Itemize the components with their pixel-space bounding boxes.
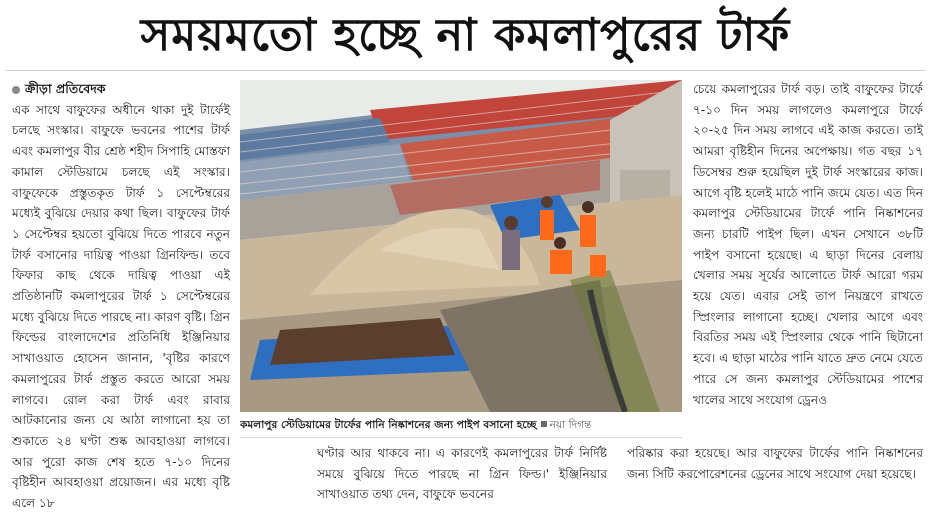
right-column-tail xyxy=(627,443,923,484)
square-bullet-icon xyxy=(541,421,547,427)
byline-text: ক্রীড়া প্রতিবেদক xyxy=(25,81,106,96)
right-column-text: চেয়ে কমলাপুরের টার্ফ বড়। তাই বাফুফের টার্ফে ৭-১০ দিন সময় লাগলেও কমলাপুরে টার্ফে ২০-২৫ দিন সময় লাগবে এই কাজ করতে। তাই আমরা বৃষ্টিহীন দিনের অপেক্ষায়। গত বছর ১৭ ডিসেম্বর শুরু হয়েছিল দুই টার্ফ সংস্কারের কাজ। আগে বৃষ্টি হলেই মাঠে পানি জমে যেত। এত দিন কমলাপুর স্টেডিয়ামের টার্ফে পানি নিষ্কাশনের জন্য চারটি পাইপ ছিল। এখন সেখানে ৩৮টি পাইপ বসানো হয়েছে। এ ছাড়া দিনের বেলায় খেলার সময় সূর্যের আলোতে টার্ফ আরো গরম হয়ে যেত। এবার সেই তাপ নিয়ন্ত্রণে রাখতে স্প্রিংলার লাগানো হচ্ছে। খেলার আগে এবং বিরতির সময় এই স্প্রিংলার থেকে পানি ছিটানো হবে। এ ছাড়া মাঠের পানি যাতে দ্রুত নেমে যেতে পারে সে জন্য কমলাপুর স্টেডিয়ামের পাশের খালের সাথে সংযোগ ড্রেনও xyxy=(693,82,923,407)
bullet-icon xyxy=(12,86,20,94)
byline xyxy=(12,79,230,100)
right-column-tail-text: পরিষ্কার করা হয়েছে। আর বাফুফের টার্ফের পানি নিষ্কাশনের জন্য সিটি করপোরেশনের ড্রেনের সাথে সংযোগ দেয়া হয়েছে। xyxy=(627,446,923,481)
caption-text: কমলাপুর স্টেডিয়ামের টার্ফের পানি নিষ্কাশনের জন্য পাইপ বসানো হচ্ছে xyxy=(240,419,537,431)
photo-caption xyxy=(240,416,682,434)
right-column xyxy=(693,79,923,410)
middle-left-column xyxy=(317,443,607,505)
stadium-photo-illustration xyxy=(240,80,682,412)
stadium-photo xyxy=(240,80,682,412)
photo-credit: নয়া দিগন্ত xyxy=(549,419,592,431)
headline-divider xyxy=(6,70,925,71)
left-column-text: এক সাথে বাফুফের অধীনে থাকা দুই টার্ফেই চলছে সংস্কার। বাফুফে ভবনের পাশের টার্ফ এবং কমলাপুর বীর শ্রেষ্ঠ শহীদ সিপাহি মোস্তফা কামাল স্টেডিয়ামে চলছে এই সংস্কার। বাফুফেকে প্রস্তুতকৃত টার্ফ ১ সেপ্টেম্বরের মধ্যেই বুঝিয়ে দেয়ার কথা ছিল। বাফুফের টার্ফ ১ সেপ্টেম্বর হয়তো বুঝিয়ে দিতে পারবে নতুন টার্ফ বসানোর দায়িত্ব পাওয়া গ্রিনফিল্ড। তবে ফিফার কাছ থেকে দায়িত্ব পাওয়া এই প্রতিষ্ঠানটি কমলাপুরের টার্ফ ১ সেপ্টেম্বরের মধ্যে বুঝিয়ে দিতে পারছে না। কারণ বৃষ্টি। গ্রিন ফিল্ডের বাংলাদেশের প্রতিনিধি ইঞ্জিনিয়ার সাখাওয়াত হোসেন জানান, 'বৃষ্টির কারণে কমলাপুরের টার্ফ প্রস্তুত করতে আরো সময় লাগবে। রোল করা টার্ফ এবং রাবার আটকানোর জন্য যে আঠা লাগানো হয় তা শুকাতে ২৪ ঘণ্টা শুষ্ক আবহাওয়া লাগবে। আর পুরো কাজ শেষ হতে ৭-১০ দিনের বৃষ্টিহীন আবহাওয়া প্রয়োজন। এর মধ্যে বৃষ্টি এলে ১৮ xyxy=(12,102,230,511)
headline: সময়মতো হচ্ছে না কমলাপুরের টার্ফ xyxy=(140,8,791,61)
left-column xyxy=(12,79,230,514)
middle-left-text: ঘণ্টার আর থাকবে না। এ কারণেই কমলাপুরের টার্ফ নির্দিষ্ট সময়ে বুঝিয়ে দিতে পারছে না গ্রিন ফিল্ড।' ইঞ্জিনিয়ার সাখাওয়াত তথ্য দেন, বাফুফে ভবনের xyxy=(317,446,607,502)
caption-divider xyxy=(240,437,682,438)
